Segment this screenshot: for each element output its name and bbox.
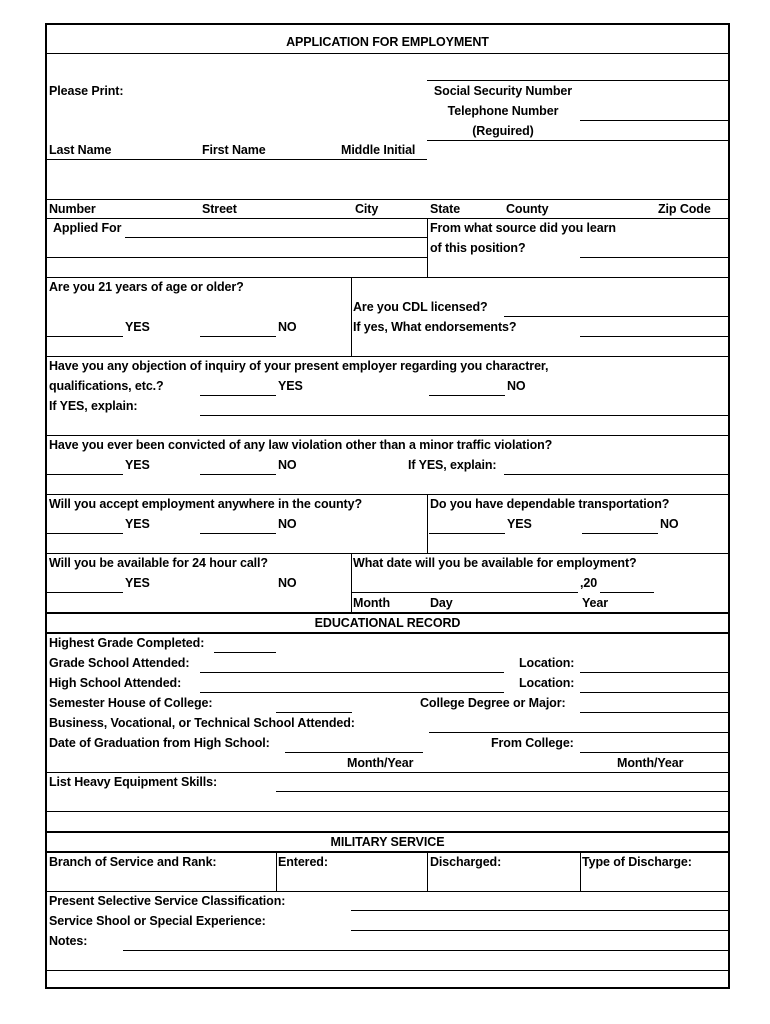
high-school-field[interactable]: [200, 692, 504, 693]
divider: [47, 772, 728, 773]
availability-date-field[interactable]: [351, 592, 578, 593]
age-question: Are you 21 years of age or older?: [49, 280, 244, 294]
availability-date-question: What date will you be available for employment?: [353, 556, 637, 570]
telephone-field[interactable]: [580, 120, 728, 121]
notes-field[interactable]: [123, 950, 728, 951]
discharged-label: Discharged:: [430, 855, 502, 869]
grade-school-label: Grade School Attended:: [49, 656, 190, 670]
objection-explain-field[interactable]: [200, 415, 728, 416]
entered-label: Entered:: [278, 855, 328, 869]
transportation-no-label: NO: [660, 517, 679, 531]
source-field[interactable]: [580, 257, 728, 258]
selective-service-label: Present Selective Service Classification:: [49, 894, 286, 908]
endorsements-field[interactable]: [580, 336, 728, 337]
high-school-location-field[interactable]: [580, 692, 728, 693]
divider: [47, 851, 728, 853]
anywhere-yes-label: YES: [125, 517, 150, 531]
convicted-yes-label: YES: [125, 458, 150, 472]
heavy-equipment-field-line2[interactable]: [47, 811, 728, 812]
education-header: EDUCATIONAL RECORD: [314, 616, 461, 630]
age-no-field[interactable]: [200, 336, 276, 337]
required-label: (Reguired): [472, 124, 534, 138]
service-school-field[interactable]: [351, 930, 728, 931]
convicted-question: Have you ever been convicted of any law violation other than a minor traffic violation?: [49, 438, 553, 452]
objection-yes-label: YES: [278, 379, 303, 393]
month-label: Month: [353, 596, 390, 610]
endorsements-question: If yes, What endorsements?: [353, 320, 517, 334]
vocational-school-label: Business, Vocational, or Technical School Attended:: [49, 716, 355, 730]
convicted-explain-field[interactable]: [504, 474, 728, 475]
divider: [351, 277, 352, 356]
name-field-line[interactable]: [47, 159, 427, 160]
from-college-field[interactable]: [580, 752, 728, 753]
objection-explain-label: If YES, explain:: [49, 399, 138, 413]
street-label: Street: [202, 202, 237, 216]
grade-school-location-field[interactable]: [580, 672, 728, 673]
call-yes-field[interactable]: [47, 592, 123, 593]
applied-for-field[interactable]: [125, 237, 427, 238]
cdl-question: Are you CDL licensed?: [353, 300, 488, 314]
convicted-no-field[interactable]: [200, 474, 276, 475]
day-label: Day: [430, 596, 453, 610]
objection-no-label: NO: [507, 379, 526, 393]
divider: [427, 140, 728, 141]
semester-hours-field[interactable]: [276, 712, 352, 713]
availability-year-field[interactable]: [600, 592, 654, 593]
college-degree-field[interactable]: [580, 712, 728, 713]
cdl-field[interactable]: [504, 316, 728, 317]
divider: [427, 494, 428, 553]
military-header: MILITARY SERVICE: [330, 835, 445, 849]
divider: [580, 851, 581, 891]
last-name-label: Last Name: [49, 143, 112, 157]
source-question-line1: From what source did you learn: [430, 221, 616, 235]
notes-field-line2[interactable]: [47, 970, 728, 971]
objection-question-line2: qualifications, etc.?: [49, 379, 164, 393]
first-name-label: First Name: [202, 143, 266, 157]
county-label: County: [506, 202, 549, 216]
divider: [47, 553, 728, 554]
year-label: Year: [582, 596, 609, 610]
divider: [427, 218, 428, 277]
grade-school-location-label: Location:: [519, 656, 575, 670]
anywhere-yes-field[interactable]: [47, 533, 123, 534]
year-prefix-label: ,20: [580, 576, 598, 590]
convicted-yes-field[interactable]: [47, 474, 123, 475]
source-question-line2: of this position?: [430, 241, 526, 255]
college-month-year-label: Month/Year: [617, 756, 684, 770]
objection-question-line1: Have you any objection of inquiry of your present employer regarding you charactrer,: [49, 359, 549, 373]
anywhere-no-field[interactable]: [200, 533, 276, 534]
objection-no-field[interactable]: [429, 395, 505, 396]
heavy-equipment-field[interactable]: [276, 791, 728, 792]
state-label: State: [430, 202, 461, 216]
highest-grade-field[interactable]: [214, 652, 276, 653]
middle-initial-label: Middle Initial: [341, 143, 416, 157]
number-label: Number: [49, 202, 96, 216]
convicted-explain-label: If YES, explain:: [408, 458, 497, 472]
hs-graduation-field[interactable]: [285, 752, 423, 753]
divider: [47, 891, 728, 892]
divider: [427, 851, 428, 891]
divider: [47, 494, 728, 495]
age-no-label: NO: [278, 320, 297, 334]
selective-service-field[interactable]: [351, 910, 728, 911]
transportation-yes-field[interactable]: [429, 533, 505, 534]
convicted-no-label: NO: [278, 458, 297, 472]
heavy-equipment-label: List Heavy Equipment Skills:: [49, 775, 218, 789]
divider: [47, 831, 728, 833]
transportation-question: Do you have dependable transportation?: [430, 497, 670, 511]
divider: [47, 356, 728, 357]
from-college-label: From College:: [491, 736, 574, 750]
divider: [47, 218, 728, 219]
hs-graduation-label: Date of Graduation from High School:: [49, 736, 270, 750]
high-school-label: High School Attended:: [49, 676, 182, 690]
form-title: APPLICATION FOR EMPLOYMENT: [286, 35, 489, 49]
divider: [351, 553, 352, 613]
age-yes-label: YES: [125, 320, 150, 334]
call-yes-label: YES: [125, 576, 150, 590]
hs-month-year-label: Month/Year: [347, 756, 414, 770]
transportation-no-field[interactable]: [582, 533, 658, 534]
highest-grade-label: Highest Grade Completed:: [49, 636, 205, 650]
divider: [47, 435, 728, 436]
divider: [276, 851, 277, 891]
high-school-location-label: Location:: [519, 676, 575, 690]
please-print-label: Please Print:: [49, 84, 124, 98]
type-of-discharge-label: Type of Discharge:: [582, 855, 692, 869]
objection-yes-field[interactable]: [200, 395, 276, 396]
divider: [47, 632, 728, 634]
age-yes-field[interactable]: [47, 336, 123, 337]
city-label: City: [355, 202, 379, 216]
service-school-label: Service Shool or Special Experience:: [49, 914, 266, 928]
notes-label: Notes:: [49, 934, 88, 948]
address-field-line[interactable]: [47, 199, 728, 200]
grade-school-field[interactable]: [200, 672, 504, 673]
transportation-yes-label: YES: [507, 517, 532, 531]
zip-code-label: Zip Code: [658, 202, 711, 216]
anywhere-no-label: NO: [278, 517, 297, 531]
divider: [427, 80, 728, 81]
applied-for-field-line2[interactable]: [47, 257, 427, 258]
vocational-school-field[interactable]: [429, 732, 728, 733]
call-no-label: NO: [278, 576, 297, 590]
call-question: Will you be available for 24 hour call?: [49, 556, 268, 570]
divider: [47, 277, 728, 278]
anywhere-question: Will you accept employment anywhere in the county?: [49, 497, 363, 511]
semester-hours-label: Semester House of College:: [49, 696, 213, 710]
employment-application-form: [45, 23, 730, 989]
divider: [47, 53, 728, 54]
branch-rank-label: Branch of Service and Rank:: [49, 855, 217, 869]
telephone-label: Telephone Number: [447, 104, 559, 118]
ssn-label: Social Security Number: [433, 84, 573, 98]
applied-for-label: Applied For: [53, 221, 122, 235]
divider: [47, 612, 728, 614]
college-degree-label: College Degree or Major:: [420, 696, 566, 710]
